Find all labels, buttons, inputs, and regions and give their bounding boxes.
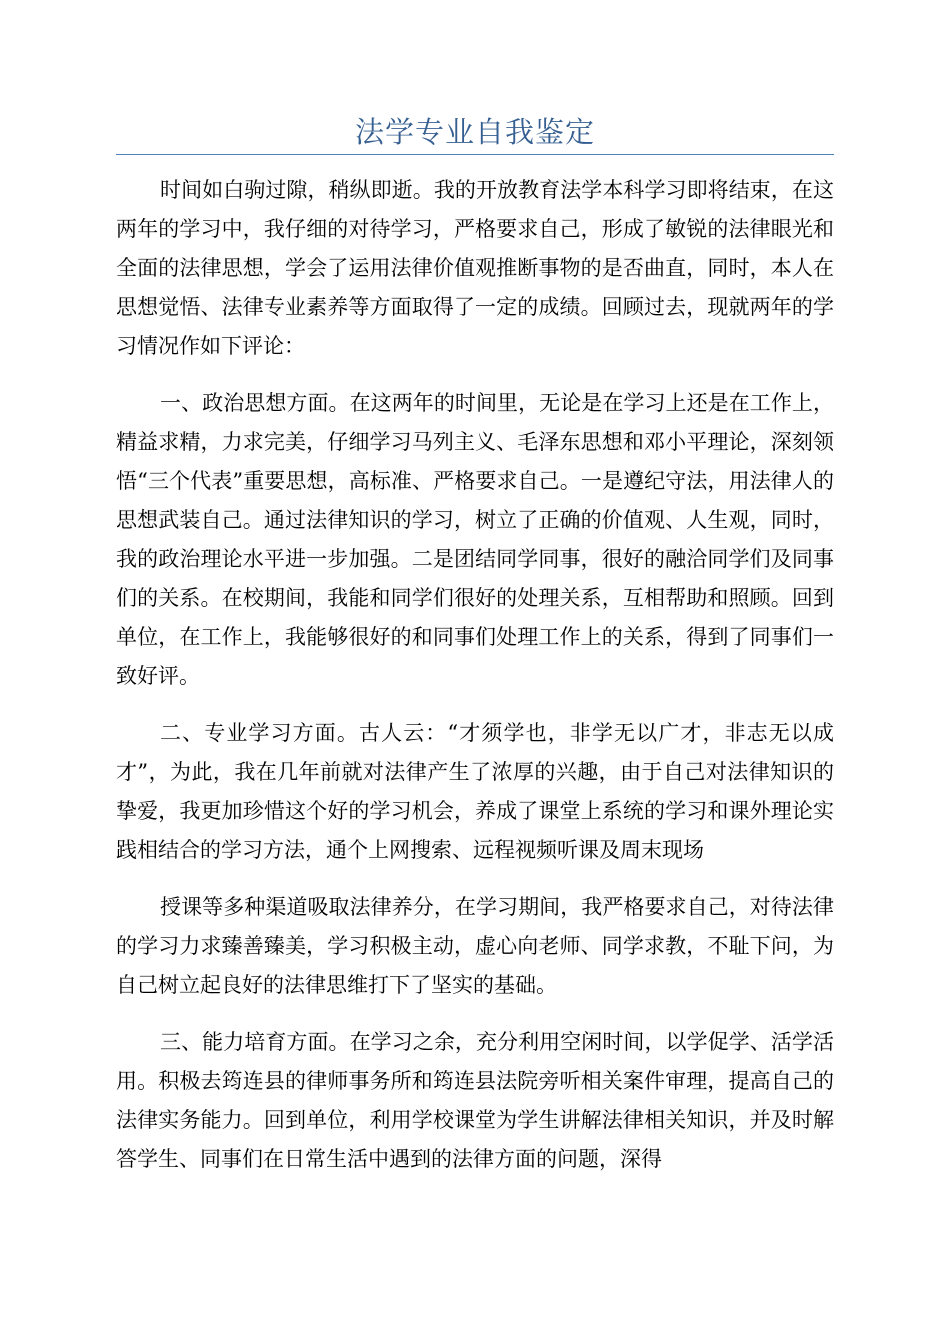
document-title: 法学专业自我鉴定: [354, 115, 595, 149]
paragraph-political: 一、政治思想方面。在这两年的时间里，无论是在学习上还是在工作上，精益求精，力求完美，仔细学习马列主义、毛泽东思想和邓小平理论，深刻领悟“三个代表”重要思想，高标准、严格要求自己。一是遵纪守法，用法律人的思想武装自己。通过法律知识的学习，树立了正确的价值观、人生观，同时，我的政治理论水平进一步加强。二是团结同学同事，很好的融洽同学们及同事们的关系。在校期间，我能和同学们很好的处理关系，互相帮助和照顾。回到单位，在工作上，我能够很好的和同事们处理工作上的关系，得到了同事们一致好评。: [116, 391, 834, 688]
paragraph-intro: 时间如白驹过隙，稍纵即逝。我的开放教育法学本科学习即将结束，在这两年的学习中，我仔细的对待学习，严格要求自己，形成了敏锐的法律眼光和全面的法律思想，学会了运用法律价值观推断事物的是否曲直，同时，本人在思想觉悟、法律专业素养等方面取得了一定的成绩。回顾过去，现就两年的学习情况作如下评论：: [116, 178, 834, 358]
title-underline: [116, 154, 834, 155]
paragraph-ability: 三、能力培育方面。在学习之余，充分利用空闲时间，以学促学、活学活用。积极去筠连县的律师事务所和筠连县法院旁听相关案件审理，提高自己的法律实务能力。回到单位，利用学校课堂为学生讲解法律相关知识，并及时解答学生、同事们在日常生活中遇到的法律方面的问题，深得: [116, 1030, 834, 1171]
paragraph-professional-study-continued: 授课等多种渠道吸取法律养分，在学习期间，我严格要求自己，对待法律的学习力求臻善臻美，学习积极主动，虚心向老师、同学求教，不耻下问，为自己树立起良好的法律思维打下了坚实的基础。: [116, 895, 834, 997]
paragraph-professional-study: 二、专业学习方面。古人云：“才须学也，非学无以广才，非志无以成才”，为此，我在几年前就对法律产生了浓厚的兴趣，由于自己对法律知识的挚爱，我更加珍惜这个好的学习机会，养成了课堂上系统的学习和课外理论实践相结合的学习方法，通个上网搜索、远程视频听课及周末现场: [116, 721, 834, 862]
document-body: [116, 171, 834, 1197]
